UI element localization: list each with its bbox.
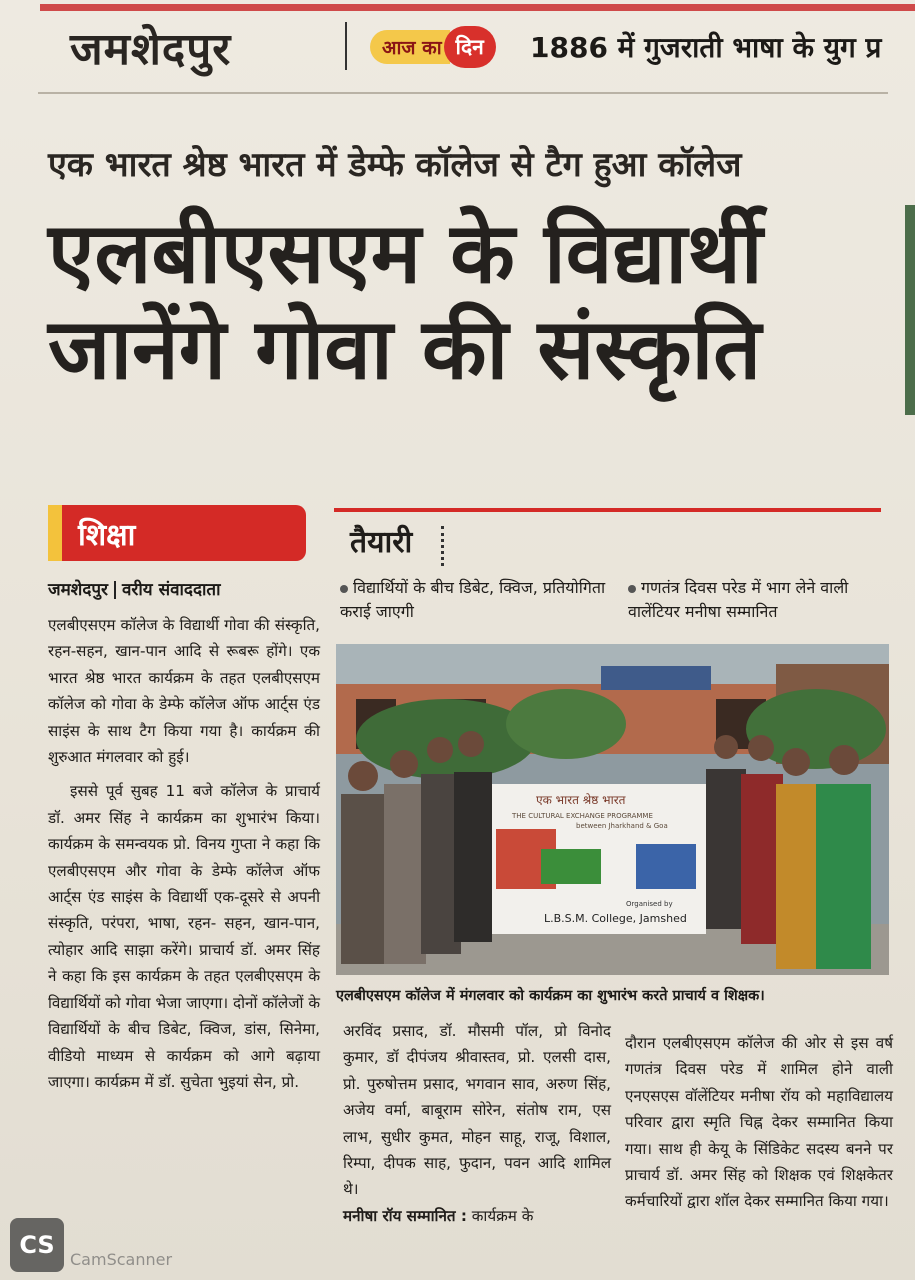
- prep-bullet-1-text: विद्यार्थियों के बीच डिबेट, क्विज, प्रतियोगिता कराई जाएगी: [340, 578, 606, 621]
- masthead-rule: [38, 92, 888, 94]
- byline-place: जमशेदपुर: [48, 580, 108, 600]
- masthead-divider: [345, 22, 347, 70]
- bullet-dot-icon: [628, 585, 636, 593]
- photo-caption: एलबीएसएम कॉलेज में मंगलवार को कार्यक्रम का शुभारंभ करते प्राचार्य व शिक्षक।: [336, 988, 765, 1004]
- article-column-3: [625, 1030, 893, 1215]
- col2-paragraph: अरविंद प्रसाद, डॉ. मौसमी पॉल, प्रो विनोद कुमार, डॉ दीपंजय श्रीवास्तव, प्रो. एलसी दास, प्रो. पुरुषोत्तम प्रसाद, भगवान साव, अरुण सिंह, अजेय वर्मा, बाबूराम सोरेन, संतोष राम, एस लाभ, सुधीर कुमत, मोहन साहू, राजू, विशाल, रिम्पा, दीपक साह, फुदान, पवन आदि शामिल थे।: [343, 1022, 611, 1199]
- bullet-dot-icon: [340, 585, 348, 593]
- prep-box-rule: [334, 508, 881, 512]
- masthead: [70, 18, 231, 76]
- news-photo: [336, 644, 889, 975]
- section-tag-accent: [48, 505, 62, 561]
- adjacent-article-photo-edge: [905, 205, 915, 415]
- byline-author: वरीय संवाददाता: [121, 580, 221, 600]
- banner-text-line-3: between Jharkhand & Goa: [576, 822, 668, 830]
- article-column-1: [48, 612, 320, 1095]
- prep-bullet-2: [628, 576, 893, 624]
- headline-line-2: जानेंगे गोवा की संस्कृति: [48, 300, 762, 398]
- col2-subhead: मनीषा रॉय सम्मानित :: [343, 1206, 467, 1225]
- aaj-ka-din-badge: [370, 26, 520, 68]
- headline-line-1: एलबीएसएम के विद्यार्थी: [48, 204, 763, 302]
- prep-label: तैयारी: [350, 525, 413, 560]
- banner-text-line-2: THE CULTURAL EXCHANGE PROGRAMME: [512, 812, 653, 820]
- aaj-ka-label: आज का: [370, 30, 450, 64]
- section-tag-label: शिक्षा: [78, 517, 136, 553]
- col2-subhead-line: [343, 1203, 611, 1229]
- today-in-history-ticker: 1886 में गुजराती भाषा के युग प्र: [530, 31, 882, 64]
- col1-paragraph-2: इससे पूर्व सुबह 11 बजे कॉलेज के प्राचार्य डॉ. अमर सिंह ने कार्यक्रम का शुभारंभ किया। कार्यक्रम के समन्वयक प्रो. विनय गुप्ता ने कहा कि एलबीएसएम और गोवा के डेम्फे कॉलेज ऑफ आर्ट्स एंड साइंस के विद्यार्थी एक-दूसरे से अपनी संस्कृति, परंपरा, भाषा, रहन- सहन, खान-पान, त्योहार आदि साझा करेंगे। प्राचार्य डॉ. अमर सिंह ने कहा कि इस कार्यक्रम के तहत एलबीएसएम के विद्यार्थियों को गोवा भेजा जाएगा। दोनों कॉलेजों के विद्यार्थियों के बीच डिबेट, क्विज, डांस, सिनेमा, वीडियो माध्यम से कार्यक्रम को आगे बढ़ाया जाएगा। कार्यक्रम में डॉ. सुचेता भुइयां सेन, प्रो.: [48, 782, 320, 1091]
- prep-bullet-2-text: गणतंत्र दिवस परेड में भाग लेने वाली वालेंटियर मनीषा सम्मानित: [628, 578, 849, 621]
- article-column-2: [343, 1018, 611, 1229]
- camscanner-watermark-text: CamScanner: [70, 1250, 173, 1269]
- col2-tail: कार्यक्रम के: [471, 1206, 534, 1225]
- prep-bullet-1: [340, 576, 610, 624]
- section-tag: [48, 505, 306, 561]
- banner-college-name: L.B.S.M. College, Jamshed: [544, 912, 687, 925]
- byline-divider: [114, 581, 116, 599]
- main-headline: [48, 205, 898, 397]
- din-label: दिन: [444, 26, 496, 68]
- group-photo-illustration: [336, 644, 889, 975]
- col3-paragraph: दौरान एलबीएसएम कॉलेज की ओर से इस वर्ष गणतंत्र दिवस परेड में शामिल होने वाली एनएसएस वॉलेंटियर मनीषा रॉय को महाविद्यालय परिवार द्वारा स्मृति चिह्न देकर सम्मानित किया गया। साथ ही केयू के सिंडिकेट सदस्य बनने पर प्राचार्य डॉ. अमर सिंह को शिक्षक एवं शिक्षकेतर कर्मचारियों द्वारा शॉल देकर सम्मानित किया गया।: [625, 1034, 893, 1211]
- camscanner-logo: CS: [10, 1218, 64, 1272]
- banner-text-line-1: एक भारत श्रेष्ठ भारत: [536, 793, 626, 807]
- byline: [48, 577, 220, 600]
- top-red-rule: [40, 4, 915, 11]
- banner-organiser: Organised by: [626, 900, 673, 908]
- headline-kicker: एक भारत श्रेष्ठ भारत में डेम्फे कॉलेज से टैग हुआ कॉलेज: [48, 145, 742, 185]
- city-title: जमशेदपुर: [70, 24, 232, 75]
- col1-paragraph-1: एलबीएसएम कॉलेज के विद्यार्थी गोवा की संस्कृति, रहन-सहन, खान-पान आदि से रूबरू होंगे। एक भारत श्रेष्ठ भारत कार्यक्रम के तहत एलबीएसएम कॉलेज को गोवा के डेम्फे कॉलेज ऑफ आर्ट्स एंड साइंस के साथ टैग किया गया है। कार्यक्रम की शुरुआत मंगलवार को हुई।: [48, 616, 320, 767]
- building-signboard: [601, 666, 711, 690]
- prep-dotted-divider: [441, 526, 447, 566]
